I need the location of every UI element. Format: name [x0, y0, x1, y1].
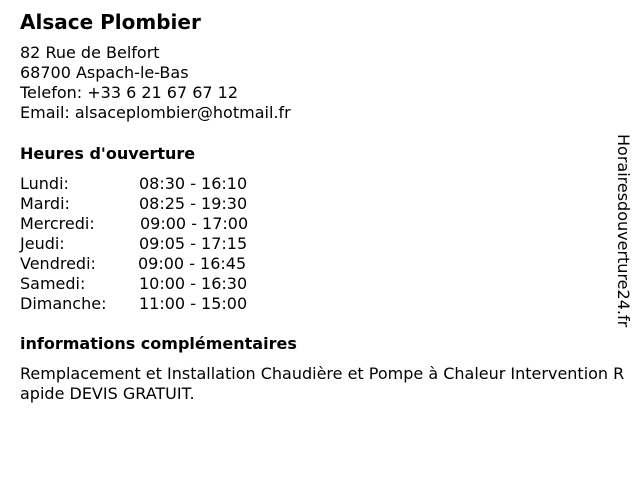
hours-row-tuesday: [20, 194, 320, 214]
day-label: Dimanche:: [20, 294, 107, 313]
site-watermark: Horairesdouverture24.fr: [614, 134, 633, 328]
phone-line: Telefon: +33 6 21 67 67 12: [20, 83, 239, 102]
time-range: 10:00 - 16:30: [139, 274, 248, 293]
hours-row-wednesday: [20, 214, 320, 234]
opening-hours-table: [20, 174, 320, 314]
additional-info-heading: informations complémentaires: [20, 334, 297, 353]
day-label: Lundi:: [20, 174, 69, 193]
hours-row-friday: [20, 254, 320, 274]
address-line-city: 68700 Aspach-le-Bas: [20, 63, 189, 82]
time-range: 08:25 - 19:30: [139, 194, 248, 213]
hours-row-monday: [20, 174, 320, 194]
hours-row-saturday: [20, 274, 320, 294]
time-range: 11:00 - 15:00: [139, 294, 248, 313]
address-line-street: 82 Rue de Belfort: [20, 43, 160, 62]
day-label: Vendredi:: [20, 254, 96, 273]
day-label: Mardi:: [20, 194, 70, 213]
time-range: 09:05 - 17:15: [139, 234, 248, 253]
day-label: Mercredi:: [20, 214, 95, 233]
hours-row-sunday: [20, 294, 320, 314]
contact-block: [20, 43, 291, 123]
time-range: 09:00 - 17:00: [140, 214, 249, 233]
additional-info-text: Remplacement et Installation Chaudière et Pompe à Chaleur Intervention Rapide DEVIS GRATUIT.: [20, 364, 625, 403]
time-range: 08:30 - 16:10: [139, 174, 248, 193]
time-range: 09:00 - 16:45: [138, 254, 247, 273]
email-line: Email: alsaceplombier@hotmail.fr: [20, 103, 291, 122]
day-label: Jeudi:: [20, 234, 65, 253]
business-name: Alsace Plombier: [20, 10, 201, 34]
opening-hours-heading: Heures d'ouverture: [20, 144, 196, 163]
hours-row-thursday: [20, 234, 320, 254]
day-label: Samedi:: [20, 274, 86, 293]
